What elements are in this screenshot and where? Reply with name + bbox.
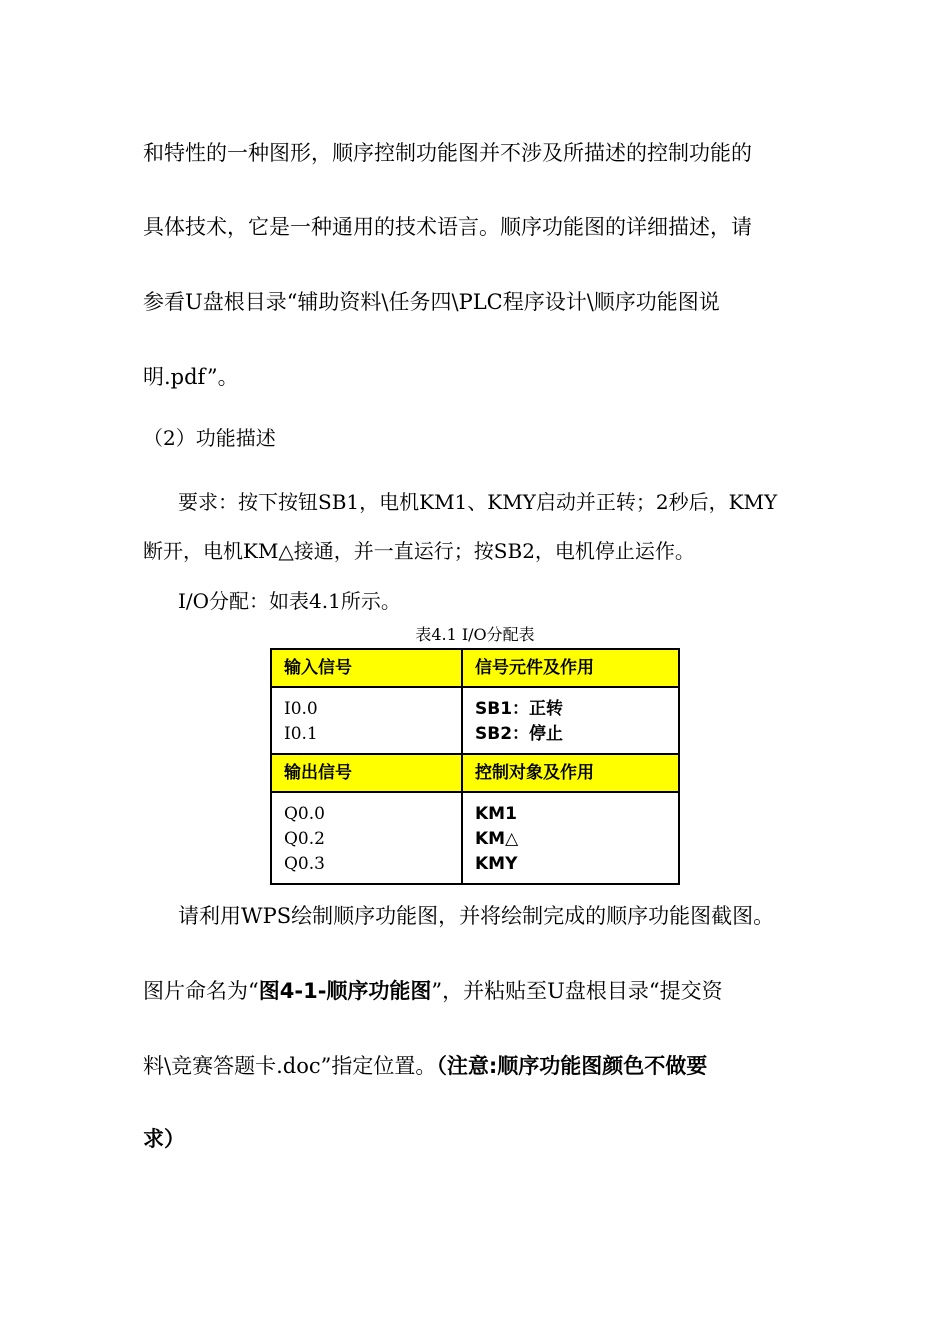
table-caption: 表4.1 I/O分配表 — [415, 625, 535, 644]
input-function-cell — [462, 687, 679, 754]
output-signal: Q0.0 — [284, 804, 325, 824]
output-header-row — [271, 754, 679, 792]
output-function: KMY — [475, 854, 518, 874]
instruction-line-1: 请利用WPS绘制顺序功能图，并将绘制完成的顺序功能图截图。 — [178, 904, 775, 928]
output-function-cell — [462, 792, 679, 884]
input-body-row — [271, 687, 679, 754]
output-signal: Q0.2 — [284, 829, 325, 849]
input-signal-cell — [271, 687, 462, 754]
note-text: （注意:顺序功能图颜色不做要 — [436, 1054, 708, 1078]
output-function: KM1 — [475, 804, 517, 824]
instruction-line-3 — [143, 1052, 707, 1080]
input-function: SB2：停止 — [475, 724, 564, 744]
instruction-text: 图片命名为“ — [143, 979, 259, 1003]
output-function: KM△ — [475, 829, 519, 849]
input-function: SB1：正转 — [475, 699, 564, 719]
io-intro: I/O分配：如表4.1所示。 — [178, 589, 401, 613]
output-signal-header: 输出信号 — [271, 754, 462, 792]
input-signal-header: 输入信号 — [271, 649, 462, 687]
output-function-header: 控制对象及作用 — [462, 754, 679, 792]
figure-name: 图4-1-顺序功能图 — [258, 979, 432, 1003]
input-function-header: 信号元件及作用 — [462, 649, 679, 687]
output-signal: Q0.3 — [284, 854, 325, 874]
paragraph-line-1: 和特性的一种图形，顺序控制功能图并不涉及所描述的控制功能的 — [143, 141, 752, 165]
instruction-text: ”，并粘贴至U盘根目录“提交资 — [431, 979, 723, 1003]
requirement-line-2: 断开，电机KM△接通，并一直运行；按SB2，电机停止运作。 — [143, 539, 695, 563]
output-signal-cell — [271, 792, 462, 884]
instruction-text: 料\竞赛答题卡.doc”指定位置。 — [143, 1054, 437, 1078]
instruction-line-2 — [143, 977, 723, 1005]
instruction-line-4: 求） — [143, 1127, 185, 1151]
input-signal: I0.1 — [284, 724, 318, 744]
requirement-line-1: 要求：按下按钮SB1，电机KM1、KMY启动并正转；2秒后，KMY — [178, 490, 778, 514]
input-header-row — [271, 649, 679, 687]
io-table — [270, 648, 680, 885]
paragraph-line-4: 明.pdf”。 — [143, 365, 239, 389]
section-heading: （2）功能描述 — [143, 426, 276, 450]
paragraph-line-3: 参看U盘根目录“辅助资料\任务四\PLC程序设计\顺序功能图说 — [143, 290, 720, 314]
output-body-row — [271, 792, 679, 884]
input-signal: I0.0 — [284, 699, 318, 719]
paragraph-line-2: 具体技术，它是一种通用的技术语言。顺序功能图的详细描述，请 — [143, 215, 752, 239]
